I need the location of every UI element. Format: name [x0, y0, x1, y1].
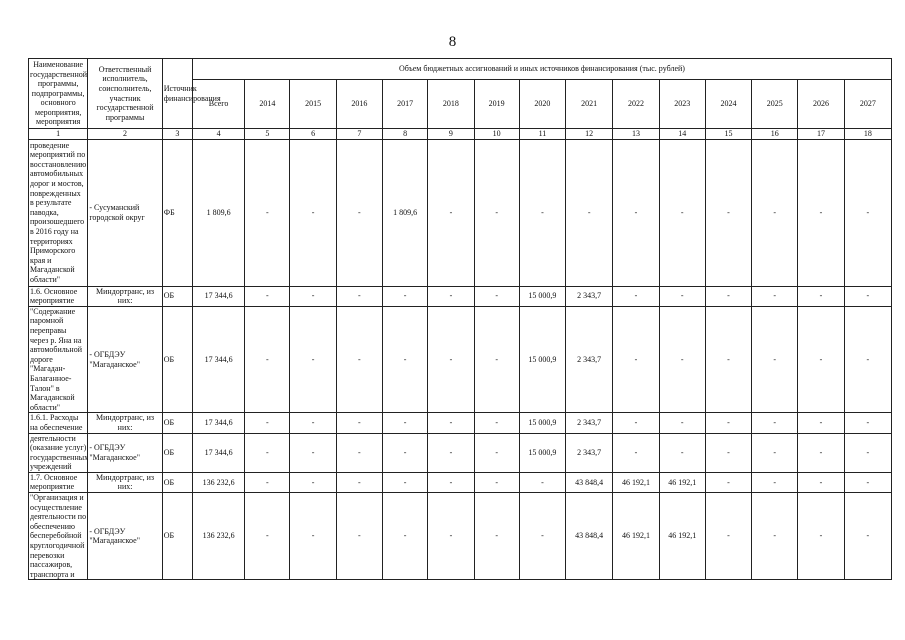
- row-value: -: [428, 433, 474, 472]
- row-value: -: [474, 286, 519, 306]
- table-row: [29, 413, 892, 433]
- row-source: ФБ: [162, 139, 192, 286]
- row-value: -: [245, 433, 290, 472]
- row-value: -: [659, 433, 705, 472]
- column-number: 18: [844, 129, 891, 140]
- row-value: -: [336, 306, 382, 413]
- row-value: -: [705, 493, 751, 580]
- row-value: 15 000,9: [519, 306, 565, 413]
- row-value: -: [474, 413, 519, 433]
- row-value: -: [752, 413, 798, 433]
- row-name: проведение мероприятий по восстановлению автомобильных дорог и мостов, поврежденных в результате паводка, произошедшего в 2016 году на территориях Приморского края и Магаданской области": [29, 139, 88, 286]
- row-value: -: [428, 413, 474, 433]
- row-value: -: [290, 472, 336, 492]
- row-value: -: [844, 413, 891, 433]
- row-executor: - ОГБДЭУ "Магаданское": [88, 493, 162, 580]
- row-value: -: [798, 433, 844, 472]
- row-name: деятельности (оказание услуг) государственных учреждений: [30, 433, 89, 472]
- row-name: "Организация и осуществление деятельности по обеспечению бесперебойной круглогодичной перевозки пассажиров, транспорта и: [30, 493, 87, 579]
- row-value: 2 343,7: [566, 306, 613, 413]
- row-value: -: [336, 472, 382, 492]
- row-value: -: [752, 433, 798, 472]
- row-name: "Содержание паромной переправы через р. Яна на автомобильной дороге "Магадан-Балаганное-Талон" в Магаданской области": [29, 306, 88, 413]
- row-total: 1 809,6: [192, 139, 244, 286]
- column-number: 15: [705, 129, 751, 140]
- row-value: -: [705, 413, 751, 433]
- row-total: 17 344,6: [192, 413, 244, 433]
- column-number: 5: [245, 129, 290, 140]
- row-value: -: [336, 493, 382, 580]
- table-row: [29, 139, 892, 286]
- header-executor: Ответственный исполнитель, соисполнитель, участник государственной программы: [88, 59, 162, 129]
- row-value: -: [290, 306, 336, 413]
- row-value: -: [705, 472, 751, 492]
- row-value: -: [844, 493, 891, 580]
- row-value: -: [798, 139, 844, 286]
- row-total: 17 344,6: [192, 433, 244, 472]
- row-executor: - ОГБДЭУ "Магаданское": [88, 306, 162, 413]
- row-value: 2 343,7: [566, 286, 613, 306]
- row-value: -: [383, 433, 428, 472]
- column-number: 9: [428, 129, 474, 140]
- row-value: -: [752, 139, 798, 286]
- row-value: -: [336, 139, 382, 286]
- page-number: 8: [448, 34, 457, 50]
- row-value: -: [245, 139, 290, 286]
- row-value: -: [336, 286, 382, 306]
- row-value: -: [844, 472, 891, 492]
- header-year: 2023: [659, 80, 705, 129]
- row-value: 43 848,4: [566, 493, 613, 580]
- row-value: -: [798, 413, 844, 433]
- column-number: 13: [613, 129, 659, 140]
- row-source: ОБ: [162, 286, 192, 306]
- table-row: [29, 493, 892, 580]
- row-value: -: [519, 472, 565, 492]
- row-value: -: [705, 306, 751, 413]
- column-number: 8: [383, 129, 428, 140]
- row-value: -: [290, 139, 336, 286]
- header-year: 2025: [752, 80, 798, 129]
- row-value: -: [613, 286, 659, 306]
- header-year: 2020: [519, 80, 565, 129]
- column-number: 14: [659, 129, 705, 140]
- header-total: Всего: [192, 80, 244, 129]
- column-number: 1: [29, 129, 88, 140]
- column-number: 6: [290, 129, 336, 140]
- row-source: ОБ: [162, 493, 192, 580]
- row-name: 1.6.1. Расходы на обеспечение: [29, 413, 88, 433]
- row-executor: Миндортранс, из них:: [88, 413, 162, 433]
- row-value: 15 000,9: [519, 286, 565, 306]
- column-number: 3: [162, 129, 192, 140]
- row-value: -: [519, 139, 565, 286]
- row-value: -: [752, 286, 798, 306]
- row-value: 46 192,1: [613, 472, 659, 492]
- row-value: 46 192,1: [613, 493, 659, 580]
- row-total: 136 232,6: [192, 493, 244, 580]
- row-value: -: [705, 286, 751, 306]
- header-year: 2017: [383, 80, 428, 129]
- row-source: ОБ: [162, 306, 192, 413]
- row-value: -: [245, 286, 290, 306]
- header-year: 2014: [245, 80, 290, 129]
- row-source: ОБ: [162, 433, 192, 472]
- row-value: -: [659, 413, 705, 433]
- row-value: -: [798, 286, 844, 306]
- row-value: -: [290, 493, 336, 580]
- row-total: 17 344,6: [192, 286, 244, 306]
- header-year: 2015: [290, 80, 336, 129]
- header-name: Наименование государственной программы, подпрограммы, основного мероприятия, мероприятия: [29, 59, 88, 129]
- row-value: -: [798, 493, 844, 580]
- row-executor: - Сусуманский городской округ: [88, 139, 162, 286]
- row-source: ОБ: [162, 472, 192, 492]
- row-executor: Миндортранс, из них:: [88, 286, 162, 306]
- row-value: -: [336, 433, 382, 472]
- column-number: 2: [88, 129, 162, 140]
- row-value: -: [474, 139, 519, 286]
- row-value: -: [383, 306, 428, 413]
- row-value: -: [519, 493, 565, 580]
- row-value: -: [752, 493, 798, 580]
- row-value: 46 192,1: [659, 472, 705, 492]
- header-funding: Объем бюджетных ассигнований и иных источников финансирования (тыс. рублей): [192, 59, 891, 80]
- row-value: 46 192,1: [659, 493, 705, 580]
- column-numbers-row: [29, 129, 892, 140]
- row-value: -: [659, 139, 705, 286]
- row-value: -: [613, 306, 659, 413]
- row-value: -: [245, 472, 290, 492]
- row-value: 15 000,9: [519, 433, 565, 472]
- row-value: -: [752, 472, 798, 492]
- row-executor: - ОГБДЭУ "Магаданское": [88, 433, 162, 472]
- row-value: -: [383, 493, 428, 580]
- row-name: 1.7. Основное мероприятие: [29, 472, 88, 492]
- row-value: -: [428, 286, 474, 306]
- row-value: -: [566, 139, 613, 286]
- row-value: 2 343,7: [566, 433, 613, 472]
- row-value: -: [336, 413, 382, 433]
- row-value: -: [245, 306, 290, 413]
- table-row: [29, 433, 892, 472]
- row-executor: Миндортранс, из них:: [88, 472, 162, 492]
- row-value: -: [428, 306, 474, 413]
- row-value: 15 000,9: [519, 413, 565, 433]
- row-value: -: [428, 472, 474, 492]
- row-value: -: [752, 306, 798, 413]
- row-value: -: [245, 493, 290, 580]
- row-value: -: [474, 433, 519, 472]
- column-number: 7: [336, 129, 382, 140]
- row-value: -: [290, 413, 336, 433]
- header-year: 2022: [613, 80, 659, 129]
- row-value: -: [245, 413, 290, 433]
- row-name: 1.6. Основное мероприятие: [29, 286, 88, 306]
- header-year: 2019: [474, 80, 519, 129]
- row-value: -: [659, 286, 705, 306]
- row-value: -: [428, 139, 474, 286]
- row-value: -: [705, 139, 751, 286]
- column-number: 12: [566, 129, 613, 140]
- row-value: -: [428, 493, 474, 580]
- table-row: [29, 286, 892, 306]
- header-year: 2018: [428, 80, 474, 129]
- row-value: -: [474, 493, 519, 580]
- row-value: -: [474, 306, 519, 413]
- row-value: -: [290, 433, 336, 472]
- row-value: -: [844, 139, 891, 286]
- row-total: 136 232,6: [192, 472, 244, 492]
- column-number: 10: [474, 129, 519, 140]
- column-number: 4: [192, 129, 244, 140]
- column-number: 11: [519, 129, 565, 140]
- row-value: -: [798, 306, 844, 413]
- row-value: -: [613, 413, 659, 433]
- header-year: 2016: [336, 80, 382, 129]
- header-year: 2024: [705, 80, 751, 129]
- row-value: -: [844, 433, 891, 472]
- row-value: -: [383, 286, 428, 306]
- column-number: 16: [752, 129, 798, 140]
- header-year: 2021: [566, 80, 613, 129]
- row-value: -: [798, 472, 844, 492]
- row-source: ОБ: [162, 413, 192, 433]
- row-value: -: [383, 413, 428, 433]
- row-value: -: [705, 433, 751, 472]
- header-row: [29, 59, 892, 80]
- row-value: 43 848,4: [566, 472, 613, 492]
- row-value: -: [383, 472, 428, 492]
- row-value: -: [474, 472, 519, 492]
- row-total: 17 344,6: [192, 306, 244, 413]
- row-value: -: [290, 286, 336, 306]
- row-value: -: [844, 306, 891, 413]
- row-value: 1 809,6: [383, 139, 428, 286]
- row-value: -: [844, 286, 891, 306]
- column-number: 17: [798, 129, 844, 140]
- row-value: 2 343,7: [566, 413, 613, 433]
- row-value: -: [659, 306, 705, 413]
- header-source: Источник финансирования: [162, 59, 192, 129]
- table-row: [29, 472, 892, 492]
- budget-table: [28, 58, 892, 580]
- header-year: 2026: [798, 80, 844, 129]
- row-value: -: [613, 139, 659, 286]
- row-value: -: [613, 433, 659, 472]
- table-row: [29, 306, 892, 413]
- header-year: 2027: [844, 80, 891, 129]
